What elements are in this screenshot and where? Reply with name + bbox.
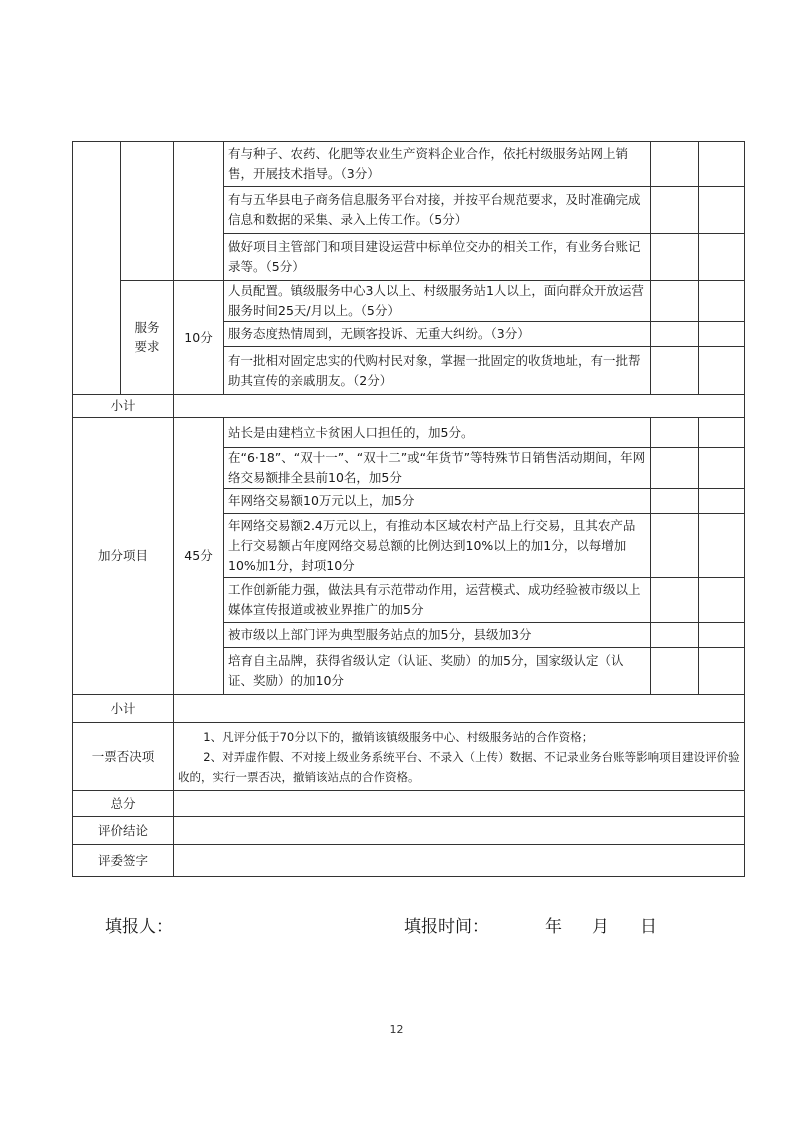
criterion-cell: 做好项目主管部门和项目建设运营中标单位交办的相关工作，有业务台账记录等。（5分） [224, 234, 651, 281]
self-score-cell [651, 623, 699, 648]
criterion-cell: 年网络交易额2.4万元以上，有推动本区域农村产品上行交易，且其农产品上行交易额占年度网络交易总额的比例达到10%以上的加1分，以每增加10%加1分，封项10分 [224, 514, 651, 578]
self-score-cell [651, 234, 699, 281]
review-score-cell [699, 489, 745, 514]
total-row [73, 791, 745, 817]
self-score-cell [651, 187, 699, 234]
month-label: 月 [592, 917, 609, 937]
page-number: 12 [389, 1023, 404, 1036]
score-cell: 10分 [174, 281, 224, 395]
review-score-cell [699, 448, 745, 489]
criterion-cell: 站长是由建档立卡贫困人口担任的，加5分。 [224, 418, 651, 448]
self-score-cell [651, 648, 699, 695]
sub-item-label: 服务要求 [121, 281, 174, 395]
subtotal-row [73, 695, 745, 723]
self-score-cell [651, 514, 699, 578]
review-score-cell [699, 347, 745, 395]
self-score-cell [651, 578, 699, 623]
self-score-cell [651, 418, 699, 448]
review-score-cell [699, 187, 745, 234]
score-cell [174, 142, 224, 281]
total-value [174, 791, 745, 817]
time-label: 填报时间： [404, 917, 489, 937]
subtotal-label: 小计 [73, 395, 174, 418]
criterion-cell: 培育自主品牌，获得省级认定（认证、奖励）的加5分，国家级认定（认证、奖励）的加10分 [224, 648, 651, 695]
self-score-cell [651, 489, 699, 514]
review-score-cell [699, 514, 745, 578]
review-score-cell [699, 281, 745, 322]
day-label: 日 [640, 917, 657, 937]
filler-label: 填报人： [105, 917, 173, 937]
subtotal-row [73, 395, 745, 418]
form-footer [0, 912, 793, 942]
signature-label: 评委签字 [73, 845, 174, 877]
criterion-cell: 工作创新能力强，做法具有示范带动作用，运营模式、成功经验被市级以上媒体宣传报道或被业界推广的加5分 [224, 578, 651, 623]
review-score-cell [699, 578, 745, 623]
criterion-cell: 在“6·18”、“双十一”、“双十二”或“年货节”等特殊节日销售活动期间，年网络交易额排全县前10名，加5分 [224, 448, 651, 489]
review-score-cell [699, 142, 745, 187]
sub-item-cell [121, 142, 174, 281]
self-score-cell [651, 448, 699, 489]
conclusion-label: 评价结论 [73, 817, 174, 845]
signature-value [174, 845, 745, 877]
signature-row [73, 845, 745, 877]
self-score-cell [651, 347, 699, 395]
veto-row [73, 723, 745, 791]
criterion-cell: 有一批相对固定忠实的代购村民对象，掌握一批固定的收货地址，有一批帮助其宣传的亲戚朋友。（2分） [224, 347, 651, 395]
self-score-cell [651, 142, 699, 187]
review-score-cell [699, 648, 745, 695]
veto-item: 2、对弄虚作假、不对接上级业务系统平台、不录入（上传）数据、不记录业务台账等影响项目建设评价验收的，实行一票否决，撤销该站点的合作资格。 [178, 749, 740, 784]
table-row [73, 418, 745, 448]
subtotal-value [174, 695, 745, 723]
bonus-label: 加分项目 [73, 418, 174, 695]
subtotal-label: 小计 [73, 695, 174, 723]
review-score-cell [699, 418, 745, 448]
table-row [73, 281, 745, 322]
veto-content [174, 723, 745, 791]
veto-item: 1、凡评分低于70分以下的，撤销该镇级服务中心、村级服务站的合作资格； [203, 729, 594, 744]
total-label: 总分 [73, 791, 174, 817]
criterion-cell: 年网络交易额10万元以上，加5分 [224, 489, 651, 514]
table-row [73, 142, 745, 187]
criterion-cell: 有与五华县电子商务信息服务平台对接，并按平台规范要求，及时准确完成信息和数据的采集、录入上传工作。（5分） [224, 187, 651, 234]
criterion-cell: 被市级以上部门评为典型服务站点的加5分，县级加3分 [224, 623, 651, 648]
evaluation-table [72, 141, 745, 877]
review-score-cell [699, 322, 745, 347]
year-label: 年 [545, 917, 562, 937]
conclusion-value [174, 817, 745, 845]
subtotal-value [174, 395, 745, 418]
criterion-cell: 人员配置。镇级服务中心3人以上、村级服务站1人以上，面向群众开放运营服务时间25天/月以上。（5分） [224, 281, 651, 322]
criterion-cell: 服务态度热情周到，无顾客投诉、无重大纠纷。（3分） [224, 322, 651, 347]
conclusion-row [73, 817, 745, 845]
review-score-cell [699, 234, 745, 281]
category-cell [73, 142, 121, 395]
self-score-cell [651, 281, 699, 322]
self-score-cell [651, 322, 699, 347]
criterion-cell: 有与种子、农药、化肥等农业生产资料企业合作，依托村级服务站网上销售，开展技术指导。（3分） [224, 142, 651, 187]
veto-label: 一票否决项 [73, 723, 174, 791]
review-score-cell [699, 623, 745, 648]
bonus-score: 45分 [174, 418, 224, 695]
